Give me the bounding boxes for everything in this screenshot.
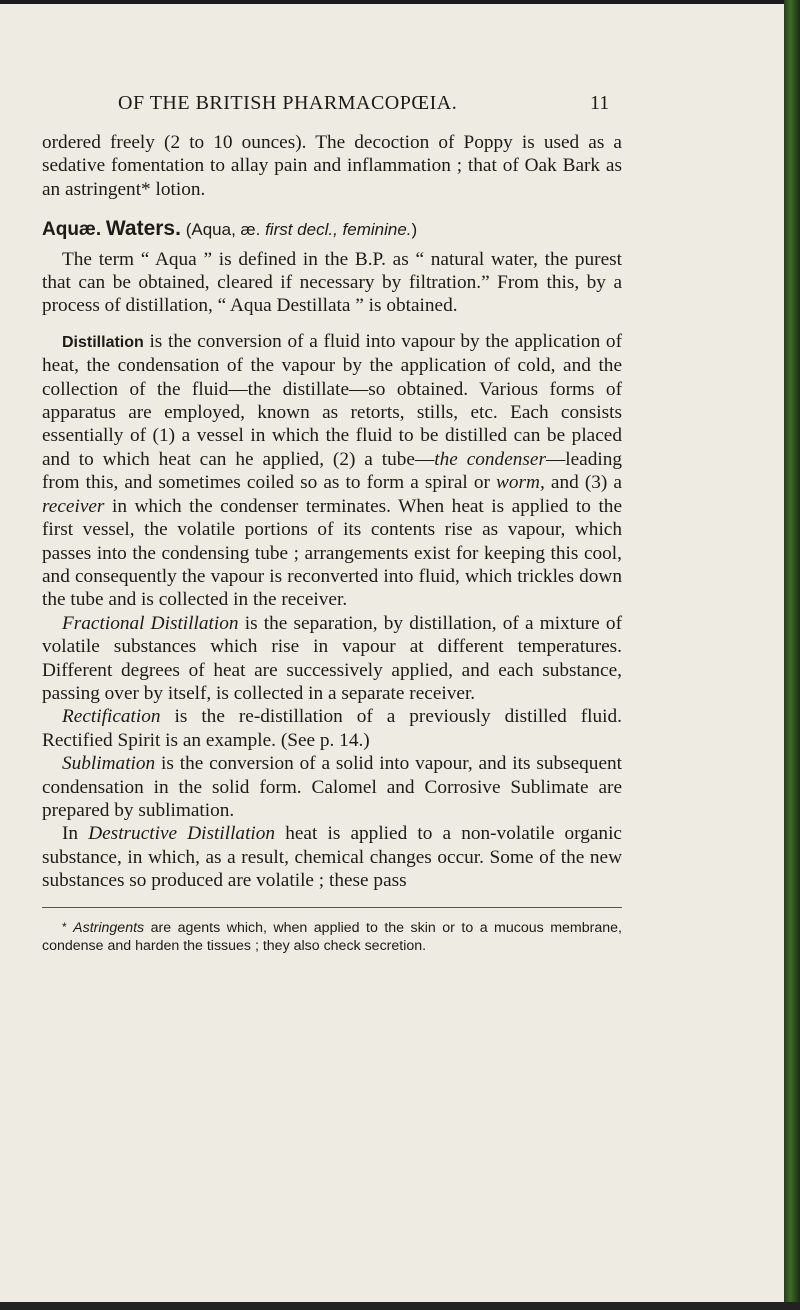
term-destructive-distillation: Destructive Distillation bbox=[88, 823, 276, 845]
heading-english: Waters. bbox=[105, 217, 181, 241]
heading-latin: Aquæ. bbox=[42, 219, 102, 241]
footnote-mark: * bbox=[62, 919, 67, 934]
paragraph-sublimation: Sublimation is the conversion of a solid into vapour, and its subsequent condensation in the solid form. Calomel and Corrosive Sublimate are prepared by sublimation. bbox=[42, 753, 622, 821]
term-distillation: Distillation bbox=[62, 333, 144, 351]
paragraph-aqua-definition: The term “ Aqua ” is defined in the B.P. as “ natural water, the purest that can be obtained, cleared if necessary by filtration.” From this, by a process of distillation, “ Aqua Destillata ” is obtained. bbox=[42, 248, 622, 317]
page-bottom-edge bbox=[0, 1302, 800, 1310]
section-heading bbox=[42, 217, 622, 241]
term-fractional-distillation: Fractional Distillation bbox=[62, 612, 239, 634]
term-receiver: receiver bbox=[42, 495, 105, 517]
footnote: * Astringents are agents which, when applied to the skin or to a mucous membrane, condense and harden the tissues ; they also check secretion. bbox=[42, 919, 622, 954]
term-worm: worm, bbox=[496, 472, 545, 494]
footnote-divider bbox=[42, 907, 622, 908]
heading-declension: (Aqua, æ. first decl., feminine.) bbox=[185, 220, 418, 240]
footnote-term: Astringents bbox=[73, 919, 145, 936]
term-condenser: the condenser bbox=[434, 448, 546, 470]
book-binding-edge bbox=[784, 0, 800, 1310]
term-rectification: Rectification bbox=[62, 706, 161, 728]
page-body bbox=[42, 131, 622, 955]
page-number: 11 bbox=[590, 92, 610, 114]
term-sublimation: Sublimation bbox=[62, 753, 156, 775]
paragraph-rectification: Rectification is the re-distillation of a previously distilled fluid. Rectified Spirit is an example. (See p. 14.) bbox=[42, 706, 622, 751]
running-title: OF THE BRITISH PHARMACOPŒIA. bbox=[118, 92, 458, 114]
paragraph-fractional-distillation: Fractional Distillation is the separation, by distillation, of a mixture of volatile substances which rise in vapour at different temperatures. Different degrees of heat are successively applied, and each substance, passing over by itself, is collected in a separate receiver. bbox=[42, 612, 622, 704]
paragraph-intro: ordered freely (2 to 10 ounces). The decoction of Poppy is used as a sedative fomentation to allay pain and inflammation ; that of Oak Bark as an astringent* lotion. bbox=[42, 132, 622, 200]
paragraph-distillation: Distillation is the conversion of a fluid into vapour by the application of heat, the condensation of the vapour by the application of cold, and the collection of the fluid—the distillate—so obtained. Various forms of apparatus are employed, known as retorts, stills, etc. Each consists essentially of (1) a vessel in which the fluid to be distilled can be placed and to which heat can he applied, (2) a tube—the condenser—leading from this, and sometimes coiled so as to form a spiral or worm, and (3) a receiver in which the condenser terminates. When heat is applied to the first vessel, the volatile portions of its contents rise as vapour, which passes into the condensing tube ; arrangements exist for keeping this cool, and consequently the vapour is reconverted into fluid, which trickles down the tube and is collected in the receiver. bbox=[42, 330, 622, 611]
paragraph-destructive-distillation: In Destructive Distillation heat is applied to a non-volatile organic substance, in which, as a result, chemical changes occur. Some of the new substances so produced are volatile ; these pass bbox=[42, 823, 622, 892]
